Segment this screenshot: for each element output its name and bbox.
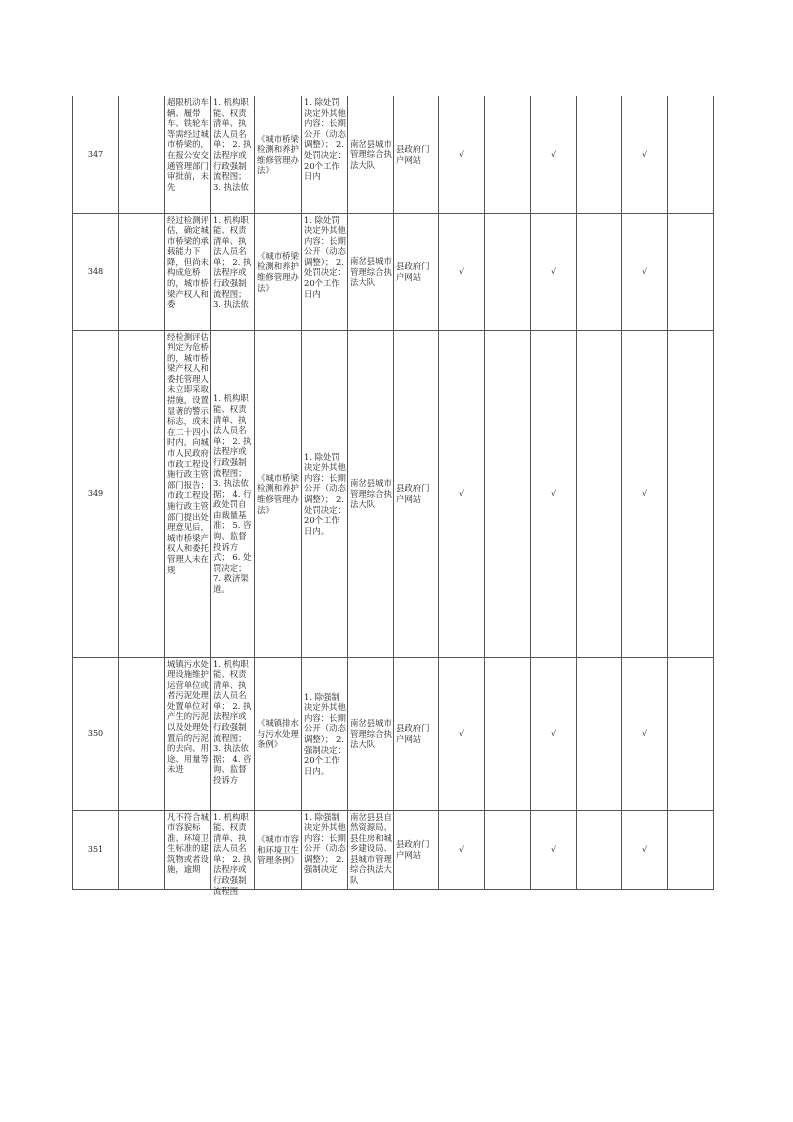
disclosure-channel: 县政府门户网站: [396, 144, 430, 165]
disclosure-basis: 《城市市容和环境卫生管理条例》: [257, 834, 299, 866]
disclosure-basis: 《城市桥梁检测和养护维修管理办法》: [257, 250, 299, 293]
disclosure-subject: 南岔县城市管理综合执法大队: [350, 138, 392, 171]
table-row: [73, 810, 714, 889]
disclosure-time: 1. 除处罚决定外其他内容：长期公开（动态调整）； 2. 处罚决定：20个工作日内: [304, 97, 346, 182]
disclosure-channel: 县政府门户网站: [396, 723, 430, 744]
row-number: 351: [73, 810, 119, 889]
check-mark: √: [622, 96, 668, 213]
item-name: 超限机动车辆、履带车、铁轮车等需经过城市桥梁的，在报公安交通管理部门审批前，未先: [167, 97, 209, 192]
disclosure-basis: 《城市桥梁检测和养护维修管理办法》: [257, 472, 299, 515]
check-mark: √: [439, 96, 485, 213]
check-mark: √: [439, 657, 485, 810]
row-number: 347: [73, 96, 119, 213]
check-mark: √: [531, 213, 577, 330]
check-mark: √: [622, 657, 668, 810]
row-number: 348: [73, 213, 119, 330]
table-row: [73, 657, 714, 810]
disclosure-channel: 县政府门户网站: [396, 483, 430, 504]
disclosure-subject: 南岔县城市管理综合执法大队: [350, 256, 392, 288]
disclosure-subject: 南岔县县自然资源局、县住房和城乡建设局、县城市管理综合执法大队: [350, 811, 392, 886]
check-mark: √: [439, 330, 485, 657]
disclosure-time: 1. 除强制决定外其他内容：长期公开（动态调整）； 2. 强制决定：20个工作日内。: [304, 691, 346, 776]
disclosure-content: 1. 机构职能、权责清单、执法人员名单； 2. 执法程序或行政强制流程图: [213, 811, 252, 896]
item-name: 城镇污水处理设施维护运营单位或者污泥处理处置单位对产生的污泥以及处理处置后的污泥的去向、用途、用量等未进: [167, 658, 209, 775]
disclosure-basis: 《城市桥梁检测和养护维修管理办法》: [257, 133, 299, 176]
disclosure-content: 1. 机构职能、权责清单、执法人员名单； 2. 执法程序或行政强制流程图； 3. 执法依据； 4. 行政处罚自由裁量基准； 5. 咨询、监督投诉方式； 6. 处罚决定； 7. 救济渠道。: [213, 393, 252, 595]
disclosure-time: 1. 除强制决定外其他内容：长期公开（动态调整）； 2. 强制决定: [304, 811, 346, 875]
disclosure-time: 1. 除处罚决定外其他内容：长期公开（动态调整）； 2. 处罚决定：20个工作日内。: [304, 451, 346, 536]
table-row: [73, 96, 714, 213]
check-mark: √: [439, 810, 485, 889]
check-mark: √: [531, 330, 577, 657]
row-number: 350: [73, 657, 119, 810]
disclosure-time: 1. 除处罚决定外其他内容：长期公开（动态调整）； 2. 处罚决定：20个工作日内: [304, 214, 346, 299]
disclosure-content: 1. 机构职能、权责清单、执法人员名单； 2. 执法程序或行政强制流程图； 3. 执法依据； 4. 咨询、监督投诉方: [213, 658, 252, 786]
check-mark: √: [622, 213, 668, 330]
check-mark: √: [531, 657, 577, 810]
check-mark: √: [531, 96, 577, 213]
check-mark: √: [439, 213, 485, 330]
disclosure-subject: 南岔县城市管理综合执法大队: [350, 718, 392, 750]
table-row: [73, 213, 714, 330]
disclosure-subject: 南岔县城市管理综合执法大队: [350, 478, 392, 510]
check-mark: √: [531, 810, 577, 889]
item-name: 经检测评估判定为危桥的，城市桥梁产权人和委托管理人未立即采取措施，设置显著的警示标志，或未在二十四小时内，向城市人民政府市政工程设施行政主管部门报告；市政工程设施行政主管部门提出处理意见后，城市桥梁产权人和委托管理人未在规: [167, 331, 209, 575]
check-mark: √: [622, 330, 668, 657]
table-row: [73, 330, 714, 657]
item-name: 凡不符合城市容貌标准、环境卫生标准的建筑物或者设施，逾期: [167, 811, 209, 875]
disclosure-content: 1. 机构职能、权责清单、执法人员名单； 2. 执法程序或行政强制流程图； 3. 执法依: [213, 97, 252, 192]
item-name: 经过检测评估，确定城市桥梁的承载能力下降，但尚未构成危桥的，城市桥梁产权人和委: [167, 214, 209, 310]
disclosure-channel: 县政府门户网站: [396, 839, 430, 860]
disclosure-basis: 《城镇排水与污水处理条例》: [257, 718, 299, 750]
disclosure-content: 1. 机构职能、权责清单、执法人员名单； 2. 执法程序或行政强制流程图； 3. 执法依: [213, 214, 252, 310]
disclosure-channel: 县政府门户网站: [396, 261, 430, 282]
disclosure-table: [72, 96, 714, 896]
row-number: 349: [73, 330, 119, 657]
check-mark: √: [622, 810, 668, 889]
